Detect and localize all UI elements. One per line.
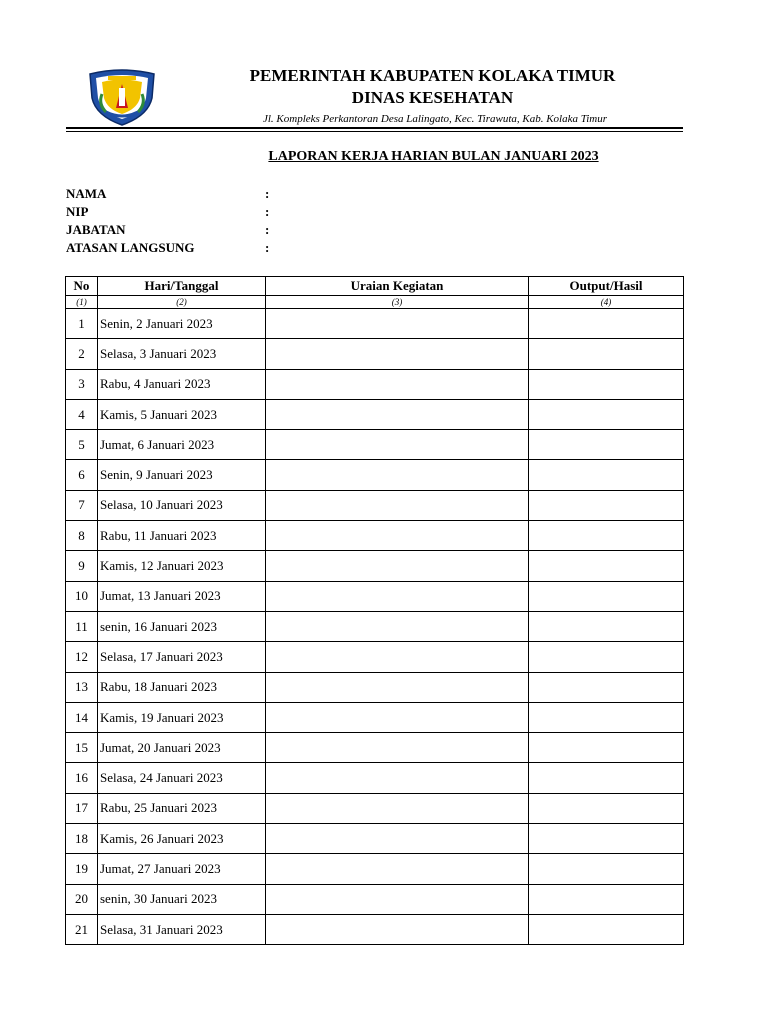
- row-date: Rabu, 18 Januari 2023: [98, 672, 266, 702]
- table-row: [66, 611, 684, 641]
- row-date: Rabu, 4 Januari 2023: [98, 369, 266, 399]
- row-output-cell: [529, 672, 684, 702]
- row-output-cell: [529, 581, 684, 611]
- col-number-2: (2): [98, 296, 266, 309]
- table-row: [66, 581, 684, 611]
- row-number: 1: [66, 309, 98, 339]
- row-output-cell: [529, 914, 684, 944]
- row-date: senin, 30 Januari 2023: [98, 884, 266, 914]
- table-row: [66, 914, 684, 944]
- row-number: 16: [66, 763, 98, 793]
- row-output-cell: [529, 339, 684, 369]
- row-number: 14: [66, 702, 98, 732]
- row-output-cell: [529, 642, 684, 672]
- row-date: Jumat, 20 Januari 2023: [98, 733, 266, 763]
- row-date: Jumat, 6 Januari 2023: [98, 430, 266, 460]
- atasan-colon: :: [265, 240, 270, 255]
- kolaka-timur-emblem: [88, 68, 156, 126]
- report-title: LAPORAN KERJA HARIAN BULAN JANUARI 2023: [268, 149, 599, 164]
- row-date: Senin, 2 Januari 2023: [98, 309, 266, 339]
- row-number: 5: [66, 430, 98, 460]
- agency-address: Jl. Kompleks Perkantoran Desa Lalingato, Kec. Tirawuta, Kab. Kolaka Timur: [262, 113, 608, 125]
- row-activity-cell: [266, 460, 529, 490]
- column-number-row: [66, 296, 684, 309]
- row-date: Jumat, 27 Januari 2023: [98, 854, 266, 884]
- row-activity-cell: [266, 611, 529, 641]
- row-output-cell: [529, 824, 684, 854]
- jabatan-colon: :: [265, 222, 270, 237]
- table-row: [66, 672, 684, 702]
- row-number: 21: [66, 914, 98, 944]
- row-date: Kamis, 12 Januari 2023: [98, 551, 266, 581]
- row-number: 3: [66, 369, 98, 399]
- row-output-cell: [529, 611, 684, 641]
- row-output-cell: [529, 460, 684, 490]
- col-number-1: (1): [66, 296, 98, 309]
- row-number: 9: [66, 551, 98, 581]
- row-output-cell: [529, 399, 684, 429]
- row-number: 20: [66, 884, 98, 914]
- government-name: PEMERINTAH KABUPATEN KOLAKA TIMUR: [249, 66, 616, 85]
- row-output-cell: [529, 793, 684, 823]
- letterhead-divider-thick: [66, 127, 683, 129]
- row-activity-cell: [266, 702, 529, 732]
- row-date: Kamis, 26 Januari 2023: [98, 824, 266, 854]
- row-activity-cell: [266, 793, 529, 823]
- table-row: [66, 763, 684, 793]
- row-date: Selasa, 3 Januari 2023: [98, 339, 266, 369]
- row-number: 11: [66, 611, 98, 641]
- row-activity-cell: [266, 399, 529, 429]
- row-date: Selasa, 10 Januari 2023: [98, 490, 266, 520]
- row-number: 19: [66, 854, 98, 884]
- table-row: [66, 369, 684, 399]
- row-output-cell: [529, 551, 684, 581]
- row-activity-cell: [266, 884, 529, 914]
- row-date: Kamis, 19 Januari 2023: [98, 702, 266, 732]
- row-number: 7: [66, 490, 98, 520]
- table-row: [66, 854, 684, 884]
- table-row: [66, 399, 684, 429]
- row-number: 6: [66, 460, 98, 490]
- row-output-cell: [529, 854, 684, 884]
- row-number: 13: [66, 672, 98, 702]
- row-output-cell: [529, 490, 684, 520]
- table-row: [66, 430, 684, 460]
- table-row: [66, 642, 684, 672]
- table-row: [66, 521, 684, 551]
- table-row: [66, 793, 684, 823]
- row-activity-cell: [266, 369, 529, 399]
- row-date: Selasa, 17 Januari 2023: [98, 642, 266, 672]
- row-number: 8: [66, 521, 98, 551]
- header-date: Hari/Tanggal: [98, 277, 266, 296]
- daily-work-table: [65, 276, 684, 945]
- row-date: Selasa, 31 Januari 2023: [98, 914, 266, 944]
- col-number-3: (3): [266, 296, 529, 309]
- row-date: Senin, 9 Januari 2023: [98, 460, 266, 490]
- row-output-cell: [529, 702, 684, 732]
- row-activity-cell: [266, 914, 529, 944]
- table-header-row: [66, 277, 684, 296]
- nip-colon: :: [265, 204, 270, 219]
- row-output-cell: [529, 763, 684, 793]
- row-number: 15: [66, 733, 98, 763]
- table-row: [66, 733, 684, 763]
- row-output-cell: [529, 521, 684, 551]
- nip-label: NIP: [66, 204, 89, 219]
- row-activity-cell: [266, 521, 529, 551]
- atasan-label: ATASAN LANGSUNG: [66, 240, 195, 255]
- table-row: [66, 460, 684, 490]
- row-activity-cell: [266, 642, 529, 672]
- header-activity: Uraian Kegiatan: [266, 277, 529, 296]
- row-date: Rabu, 25 Januari 2023: [98, 793, 266, 823]
- col-number-4: (4): [529, 296, 684, 309]
- table-row: [66, 702, 684, 732]
- row-number: 12: [66, 642, 98, 672]
- row-activity-cell: [266, 672, 529, 702]
- table-row: [66, 309, 684, 339]
- row-output-cell: [529, 309, 684, 339]
- row-output-cell: [529, 884, 684, 914]
- row-date: Rabu, 11 Januari 2023: [98, 521, 266, 551]
- header-no: No: [66, 277, 98, 296]
- row-activity-cell: [266, 763, 529, 793]
- row-activity-cell: [266, 490, 529, 520]
- table-body: [66, 309, 684, 945]
- row-date: senin, 16 Januari 2023: [98, 611, 266, 641]
- row-date: Kamis, 5 Januari 2023: [98, 399, 266, 429]
- row-number: 4: [66, 399, 98, 429]
- row-activity-cell: [266, 854, 529, 884]
- table-row: [66, 490, 684, 520]
- table-row: [66, 551, 684, 581]
- table-row: [66, 824, 684, 854]
- row-number: 10: [66, 581, 98, 611]
- row-activity-cell: [266, 339, 529, 369]
- row-date: Selasa, 24 Januari 2023: [98, 763, 266, 793]
- letterhead-divider-thin: [66, 131, 683, 132]
- row-number: 2: [66, 339, 98, 369]
- row-activity-cell: [266, 430, 529, 460]
- jabatan-label: JABATAN: [66, 222, 126, 237]
- row-date: Jumat, 13 Januari 2023: [98, 581, 266, 611]
- table-row: [66, 339, 684, 369]
- nama-colon: :: [265, 186, 270, 201]
- row-number: 18: [66, 824, 98, 854]
- agency-name: DINAS KESEHATAN: [351, 88, 514, 107]
- row-activity-cell: [266, 733, 529, 763]
- row-output-cell: [529, 430, 684, 460]
- row-number: 17: [66, 793, 98, 823]
- row-output-cell: [529, 733, 684, 763]
- row-activity-cell: [266, 824, 529, 854]
- row-activity-cell: [266, 551, 529, 581]
- header-output: Output/Hasil: [529, 277, 684, 296]
- row-output-cell: [529, 369, 684, 399]
- row-activity-cell: [266, 309, 529, 339]
- nama-label: NAMA: [66, 186, 107, 201]
- table-row: [66, 884, 684, 914]
- row-activity-cell: [266, 581, 529, 611]
